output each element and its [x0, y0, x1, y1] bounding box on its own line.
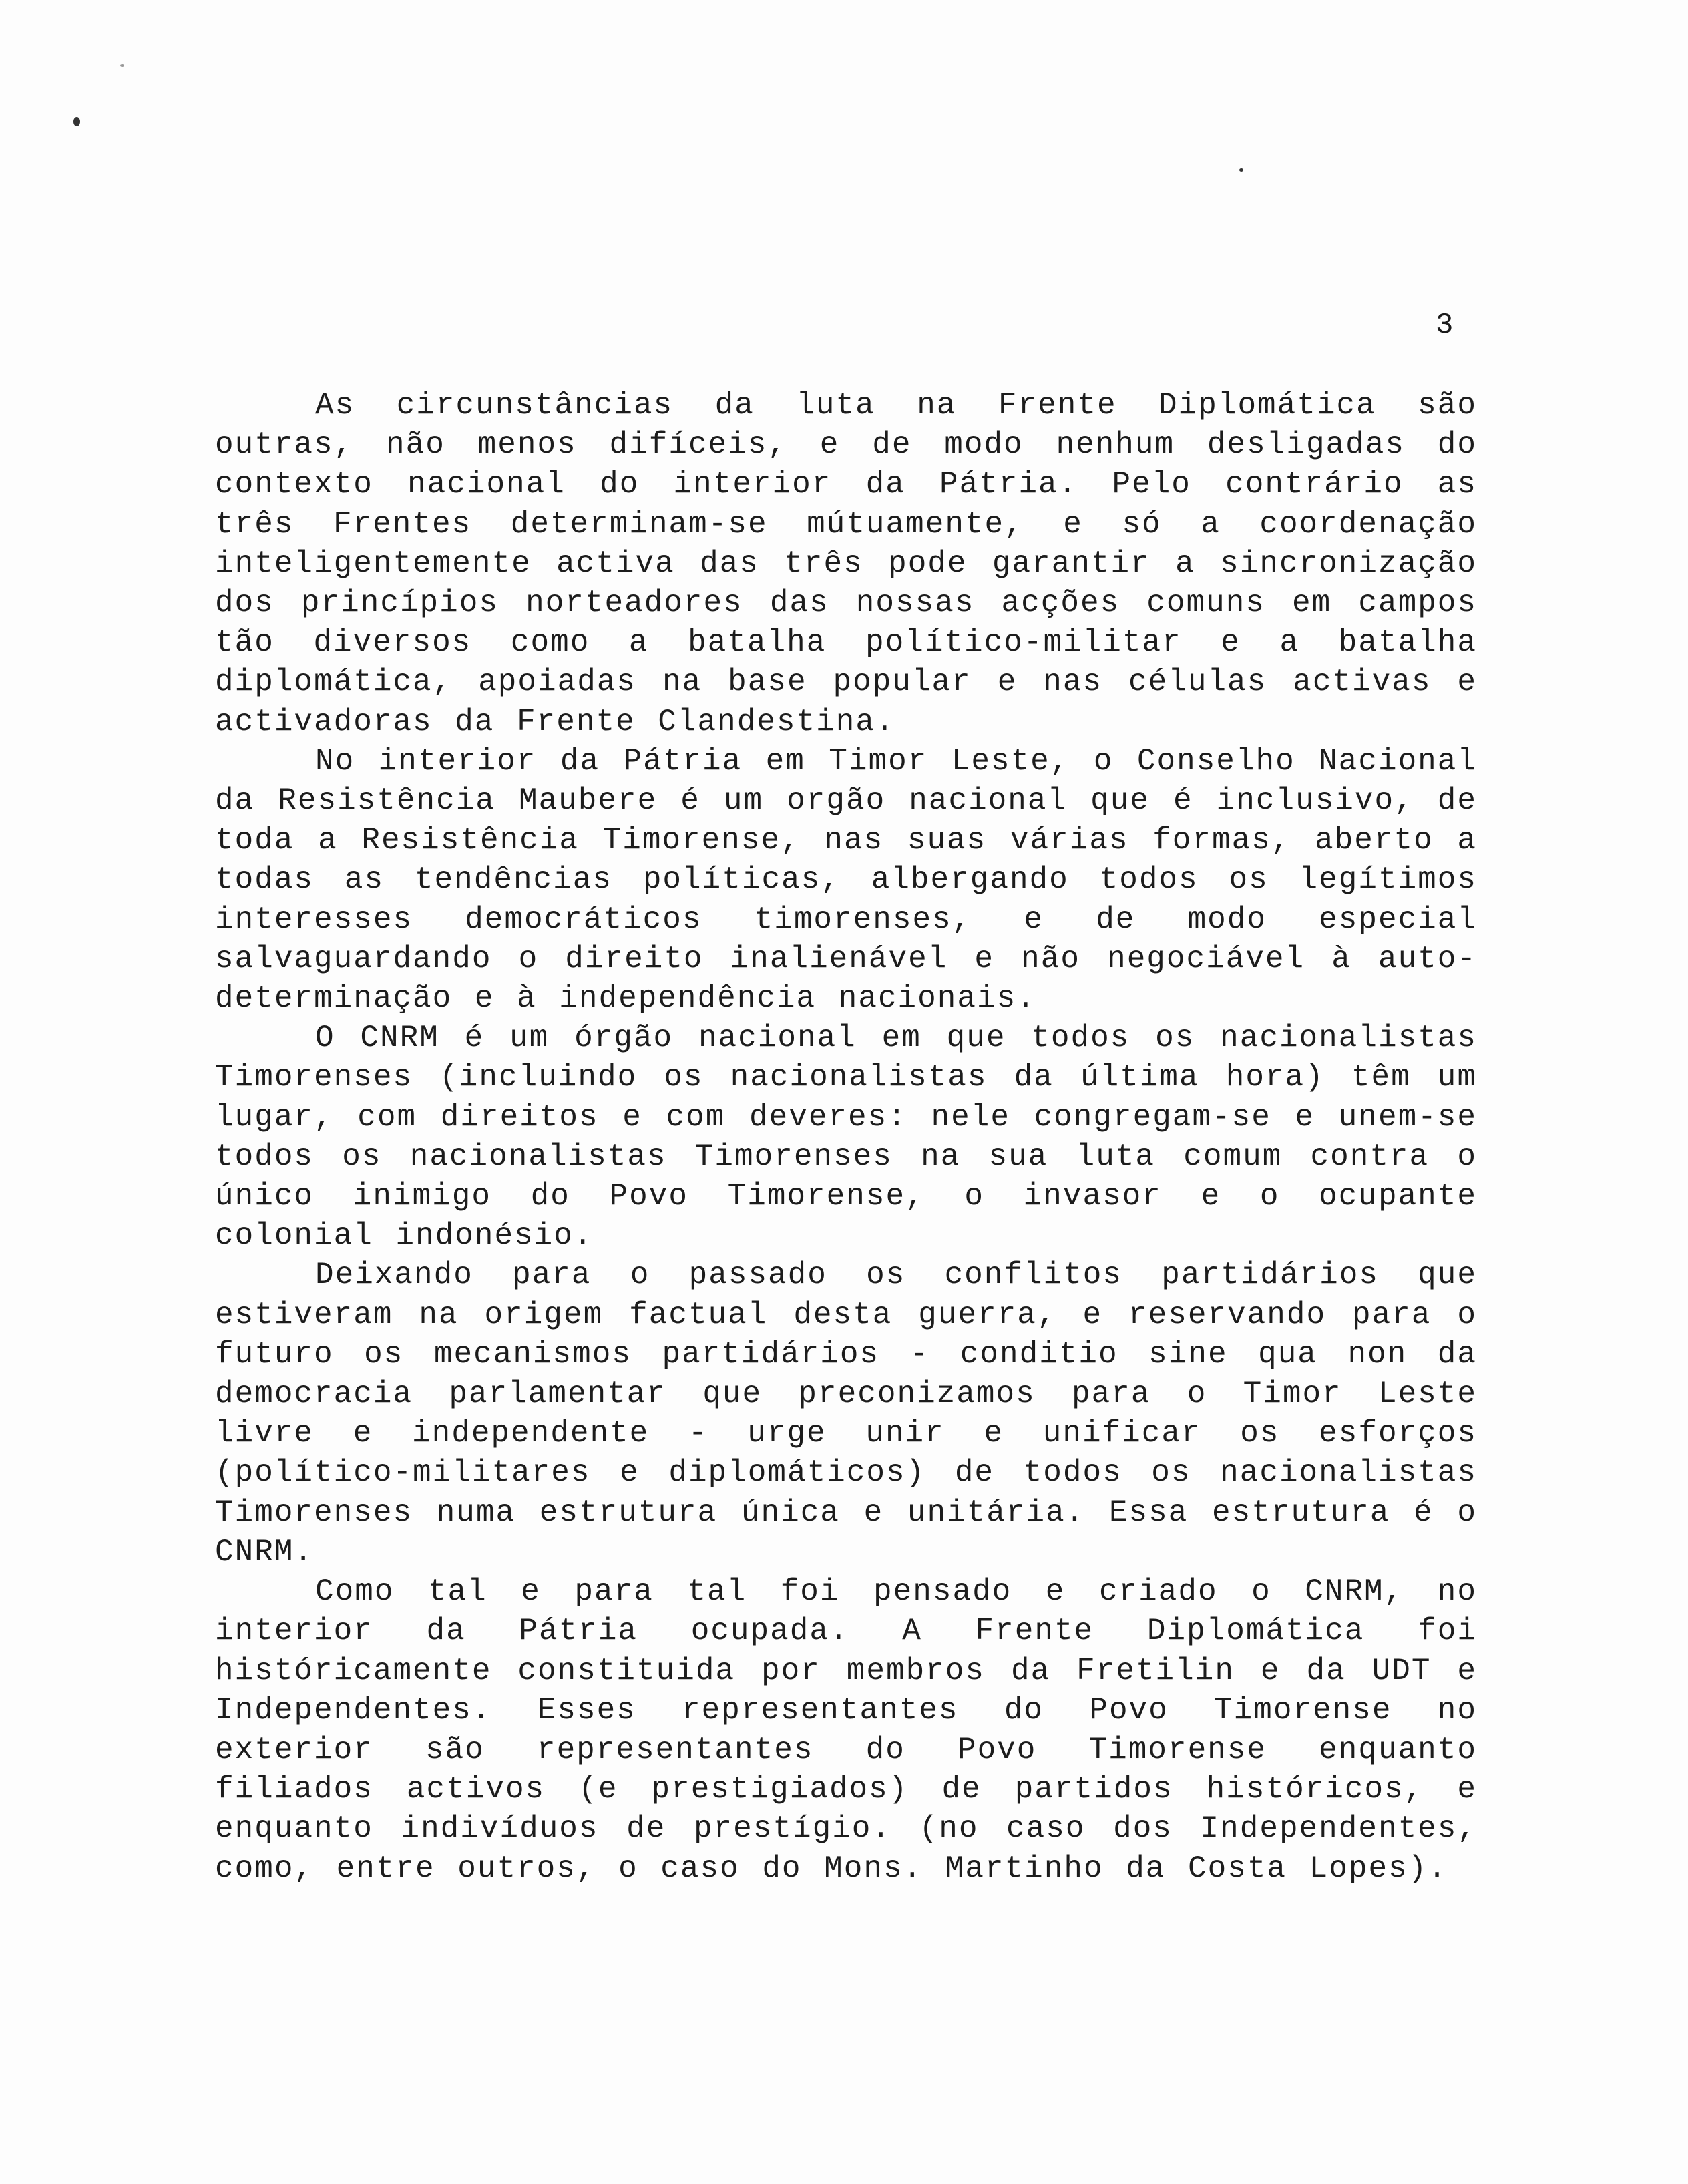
scan-speck [1239, 168, 1243, 172]
paragraph-4: Deixando para o passado os conflitos partidários que estiveram na origem factual desta guerra, e reservando para o futuro os mecanismos partidários - conditio sine qua non da democracia parlamentar que preconizamos para o Timor Leste livre e independente - urge unir e unificar os esforços (político-militares e diplomáticos) de todos os nacionalistas Timorenses numa estrutura única e unitária. Essa estrutura é o CNRM. [215, 1258, 1477, 1570]
paragraph-1: As circunstâncias da luta na Frente Diplomática são outras, não menos difíceis, e de modo nenhum desligadas do contexto nacional do interior da Pátria. Pelo contrário as três Frentes determinam-se mútuamente, e só a coordenação inteligentemente activa das três pode garantir a sincronização dos princípios norteadores das nossas acções comuns em campos tão diversos como a batalha político-militar e a batalha diplomática, apoiadas na base popular e nas células activas e activadoras da Frente Clandestina. [215, 388, 1477, 739]
page-number: 3 [1436, 309, 1454, 342]
document-body [215, 386, 1477, 1889]
scan-speck [73, 117, 80, 126]
paragraph-3: O CNRM é um órgão nacional em que todos os nacionalistas Timorenses (incluindo os nacionalistas da última hora) têm um lugar, com direitos e com deveres: nele congregam-se e unem-se todos os nacionalistas Timorenses na sua luta comum contra o único inimigo do Povo Timorense, o invasor e o ocupante colonial indonésio. [215, 1021, 1477, 1254]
paragraph-2: No interior da Pátria em Timor Leste, o Conselho Nacional da Resistência Maubere é um orgão nacional que é inclusivo, de toda a Resistência Timorense, nas suas várias formas, aberto a todas as tendências políticas, albergando todos os legítimos interesses democráticos timorenses, e de modo especial salvaguardando o direito inalienável e não negociável à auto-determinação e à independência nacionais. [215, 743, 1477, 1017]
paragraph-5: Como tal e para tal foi pensado e criado o CNRM, no interior da Pátria ocupada. A Frente Diplomática foi históricamente constituida por membros da Fretilin e da UDT e Independentes. Esses representantes do Povo Timorense no exterior são representantes do Povo Timorense enquanto filiados activos (e prestigiados) de partidos históricos, e enquanto indivíduos de prestígio. (no caso dos Independentes, como, entre outros, o caso do Mons. Martinho da Costa Lopes). [215, 1574, 1477, 1886]
scan-speck [120, 64, 124, 67]
